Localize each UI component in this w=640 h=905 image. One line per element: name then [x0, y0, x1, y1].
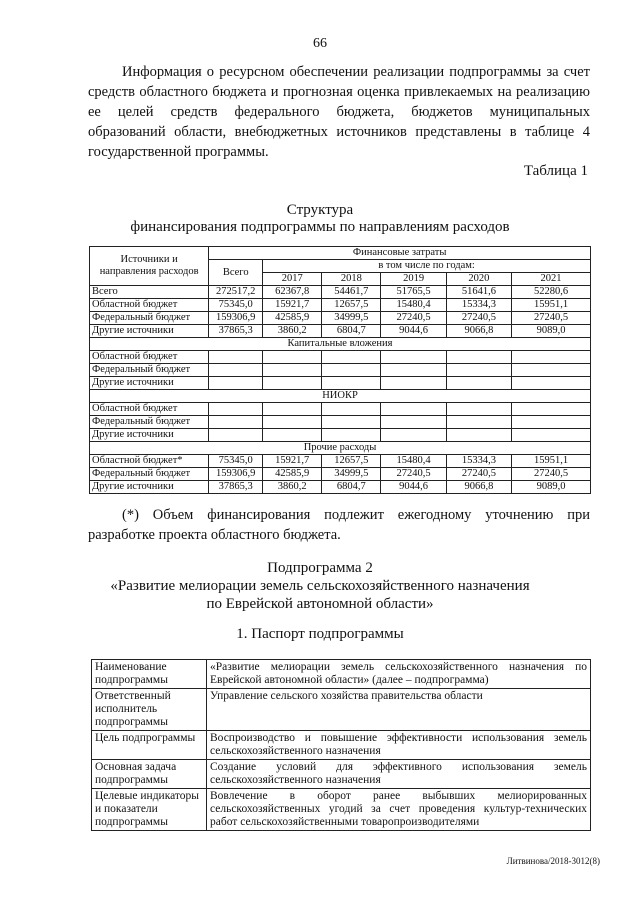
- passport-table: [91, 659, 591, 831]
- header-year: 2018: [322, 273, 381, 286]
- header-costs: Финансовые затраты: [209, 247, 591, 260]
- cell-value: 9044,6: [381, 325, 446, 338]
- header-year: 2020: [446, 273, 511, 286]
- row-label: Другие источники: [90, 325, 209, 338]
- cell-total: 159306,9: [209, 468, 263, 481]
- table-row: [92, 760, 591, 789]
- cell-value: 27240,5: [512, 468, 591, 481]
- section-capital: Капитальные вложения: [90, 338, 591, 351]
- cell-total: 75345,0: [209, 299, 263, 312]
- cell-value: 15334,3: [446, 299, 511, 312]
- cell-value: 15480,4: [381, 299, 446, 312]
- cell-value: 6804,7: [322, 325, 381, 338]
- table-row: [92, 789, 591, 831]
- cell-value: 34999,5: [322, 312, 381, 325]
- cell-total: 272517,2: [209, 286, 263, 299]
- cell-value: 9089,0: [512, 481, 591, 494]
- cell-total: 75345,0: [209, 455, 263, 468]
- cell-value: 27240,5: [381, 468, 446, 481]
- table-row: [90, 377, 591, 390]
- cell-value: 15951,1: [512, 299, 591, 312]
- passport-label: Ответственный исполнитель подпрограммы: [92, 689, 207, 731]
- passport-value: Вовлечение в оборот ранее выбывших мелиорированных сельскохозяйственных угодий за счет проведения культур-технических работ сельскохозяйственными товаропроизводителями: [207, 789, 591, 831]
- cell-value: 51641,6: [446, 286, 511, 299]
- cell-value: 9044,6: [381, 481, 446, 494]
- row-label: Другие источники: [90, 377, 209, 390]
- row-label: Федеральный бюджет: [90, 312, 209, 325]
- financing-table: [89, 246, 591, 494]
- section-niokr: НИОКР: [90, 390, 591, 403]
- cell-value: 42585,9: [263, 468, 322, 481]
- row-label: Федеральный бюджет: [90, 416, 209, 429]
- cell-value: 15921,7: [263, 455, 322, 468]
- table-row: [90, 286, 591, 299]
- passport-label: Целевые индикаторы и показатели подпрограммы: [92, 789, 207, 831]
- intro-paragraph: Информация о ресурсном обеспечении реализации подпрограммы за счет средств областного бюджета и прогнозная оценка привлекаемых на реализацию ее целей средств федерального бюджета, бюджетов муниципальных образований области, внебюджетных источников представлены в таблице 4 государственной программы.: [88, 64, 590, 160]
- cell-value: 3860,2: [263, 481, 322, 494]
- row-label: Другие источники: [90, 429, 209, 442]
- table-row: [90, 429, 591, 442]
- cell-value: 34999,5: [322, 468, 381, 481]
- table-row: [90, 455, 591, 468]
- section-other: Прочие расходы: [90, 442, 591, 455]
- cell-value: 15480,4: [381, 455, 446, 468]
- passport-value: Управление сельского хозяйства правительства области: [207, 689, 591, 731]
- table-row: [92, 731, 591, 760]
- table-title-line1: Структура: [286, 202, 354, 218]
- table-row: [90, 351, 591, 364]
- row-label: Областной бюджет: [90, 403, 209, 416]
- cell-value: 9066,8: [446, 481, 511, 494]
- row-label: Федеральный бюджет: [90, 364, 209, 377]
- cell-value: 3860,2: [263, 325, 322, 338]
- table-row: [92, 660, 591, 689]
- cell-value: 15951,1: [512, 455, 591, 468]
- passport-value: «Развитие мелиорации земель сельскохозяйственного назначения по Еврейской автономной области» (далее – подпрограмма): [207, 660, 591, 689]
- cell-value: 52280,6: [512, 286, 591, 299]
- row-label: Всего: [90, 286, 209, 299]
- cell-value: 27240,5: [512, 312, 591, 325]
- table-row: [92, 689, 591, 731]
- table-row: [90, 481, 591, 494]
- cell-total: 159306,9: [209, 312, 263, 325]
- cell-value: 54461,7: [322, 286, 381, 299]
- row-label: Областной бюджет: [90, 299, 209, 312]
- passport-label: Цель подпрограммы: [92, 731, 207, 760]
- row-label: Другие источники: [90, 481, 209, 494]
- table-row: [90, 325, 591, 338]
- header-sources: Источники и направления расходов: [90, 247, 209, 286]
- header-by-years: в том числе по годам:: [263, 260, 591, 273]
- cell-value: 12657,5: [322, 455, 381, 468]
- header-year: 2021: [512, 273, 591, 286]
- header-total: Всего: [209, 260, 263, 286]
- table-row: [90, 364, 591, 377]
- header-year: 2019: [381, 273, 446, 286]
- cell-value: 12657,5: [322, 299, 381, 312]
- passport-label: Основная задача подпрограммы: [92, 760, 207, 789]
- cell-total: 37865,3: [209, 481, 263, 494]
- header-year: 2017: [263, 273, 322, 286]
- cell-value: 6804,7: [322, 481, 381, 494]
- row-label: Областной бюджет*: [90, 455, 209, 468]
- table-row: [90, 299, 591, 312]
- subprogram-heading: Подпрограмма 2: [267, 560, 373, 576]
- cell-value: 27240,5: [446, 468, 511, 481]
- cell-value: 27240,5: [381, 312, 446, 325]
- table-row: [90, 468, 591, 481]
- passport-heading: 1. Паспорт подпрограммы: [236, 626, 404, 642]
- table-row: [90, 416, 591, 429]
- passport-value: Создание условий для эффективного использования земель сельскохозяйственного назначения: [207, 760, 591, 789]
- cell-value: 62367,8: [263, 286, 322, 299]
- cell-value: 51765,5: [381, 286, 446, 299]
- table-label: Таблица 1: [523, 163, 588, 179]
- page-number: 66: [313, 36, 327, 51]
- footnote: (*) Объем финансирования подлежит ежегодному уточнению при разработке проекта областного бюджета.: [88, 507, 590, 543]
- subprogram-title-line2: по Еврейской автономной области»: [206, 596, 434, 612]
- cell-value: 9089,0: [512, 325, 591, 338]
- table-row: [90, 403, 591, 416]
- table-title-line2: финансирования подпрограммы по направлениям расходов: [130, 219, 510, 235]
- subprogram-title-line1: «Развитие мелиорации земель сельскохозяйственного назначения: [110, 578, 530, 594]
- cell-value: 42585,9: [263, 312, 322, 325]
- cell-total: 37865,3: [209, 325, 263, 338]
- cell-value: 15334,3: [446, 455, 511, 468]
- row-label: Федеральный бюджет: [90, 468, 209, 481]
- cell-value: 27240,5: [446, 312, 511, 325]
- footer-reference: Литвинова/2018-3012(8): [506, 856, 600, 866]
- cell-value: 9066,8: [446, 325, 511, 338]
- passport-label: Наименование подпрограммы: [92, 660, 207, 689]
- cell-value: 15921,7: [263, 299, 322, 312]
- passport-value: Воспроизводство и повышение эффективности использования земель сельскохозяйственного назначения: [207, 731, 591, 760]
- row-label: Областной бюджет: [90, 351, 209, 364]
- table-row: [90, 312, 591, 325]
